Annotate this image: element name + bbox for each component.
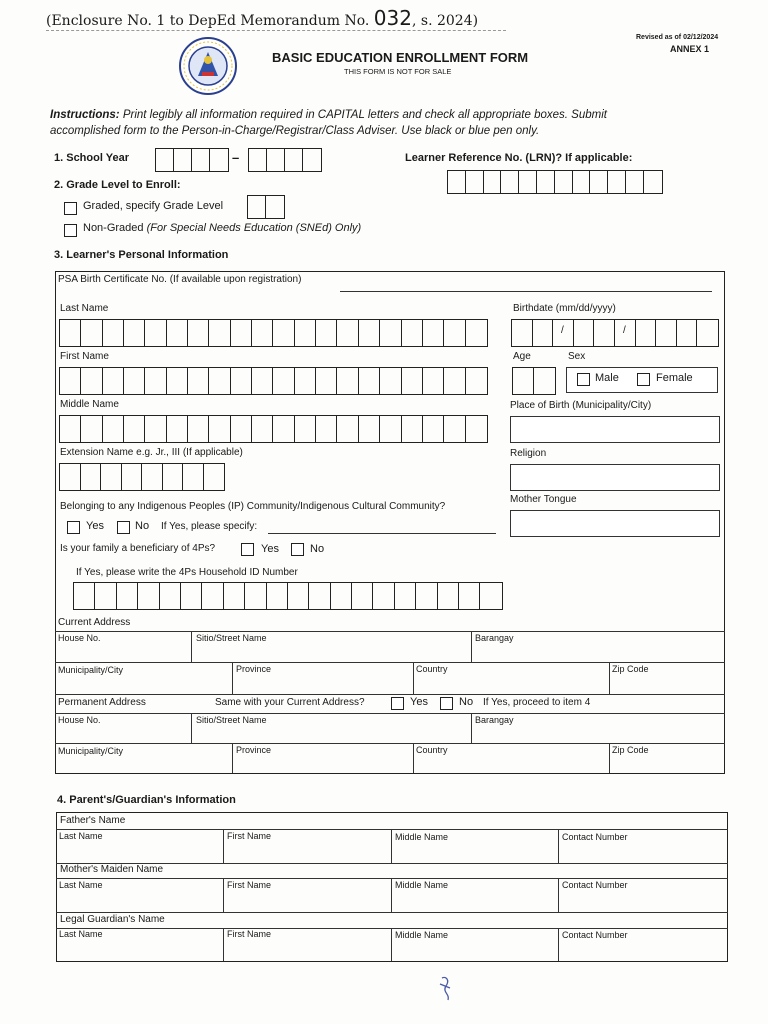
permanent-province-label: Province <box>236 745 272 755</box>
mother-name-label: Mother's Maiden Name <box>60 864 164 875</box>
proceed-note: If Yes, proceed to item 4 <box>483 697 591 708</box>
last-name-boxes[interactable] <box>59 319 488 347</box>
permanent-house-no-label: House No. <box>58 715 101 725</box>
permanent-barangay-label: Barangay <box>475 715 514 725</box>
graded-label: Graded, specify Grade Level <box>83 200 224 212</box>
current-address-divider-3 <box>232 662 233 694</box>
male-checkbox[interactable] <box>577 373 590 386</box>
birthdate-label: Birthdate (mm/dd/yyyy) <box>513 303 616 314</box>
last-name-label: Last Name <box>60 303 109 314</box>
middle-name-label: Middle Name <box>60 399 119 410</box>
graded-checkbox[interactable] <box>64 202 77 215</box>
ip-no-label: No <box>135 520 150 532</box>
mother-divider-1 <box>223 878 224 912</box>
same-address-question: Same with your Current Address? <box>215 697 365 708</box>
permanent-municipality-label: Municipality/City <box>58 746 124 756</box>
father-divider-2 <box>391 829 392 863</box>
fourps-yes-checkbox[interactable] <box>241 543 254 556</box>
fourps-no-label: No <box>310 543 325 555</box>
current-sitio-label: Sitio/Street Name <box>196 633 267 643</box>
permanent-address-top-line <box>55 713 725 714</box>
instructions-line1: Print legibly all information required in CAPITAL letters and check all appropriate boxes. Submit <box>122 109 607 121</box>
learner-info-heading: 3. Learner's Personal Information <box>54 249 229 261</box>
nongraded-label <box>83 222 361 234</box>
nongraded-text: Non-Graded <box>83 222 144 234</box>
initial-signature-mark <box>436 974 456 1002</box>
fourps-no-checkbox[interactable] <box>291 543 304 556</box>
mother-divider-3 <box>558 878 559 912</box>
same-address-yes-checkbox[interactable] <box>391 697 404 710</box>
guardian-contact-label: Contact Number <box>562 930 628 940</box>
father-middle-name-label: Middle Name <box>395 832 449 842</box>
current-address-top-line <box>55 631 725 632</box>
grade-level-label: 2. Grade Level to Enroll: <box>54 179 181 191</box>
ip-no-checkbox[interactable] <box>117 521 130 534</box>
extension-boxes[interactable] <box>59 463 225 491</box>
fourps-id-label: If Yes, please write the 4Ps Household ID Number <box>76 567 298 578</box>
permanent-address-mid-line <box>55 743 725 744</box>
permanent-address-divider-3 <box>232 743 233 773</box>
current-province-label: Province <box>236 664 272 674</box>
religion-label: Religion <box>510 448 547 459</box>
current-municipality-label: Municipality/City <box>58 665 124 675</box>
father-contact-label: Contact Number <box>562 832 628 842</box>
current-country-label: Country <box>416 664 448 674</box>
current-address-mid-line <box>55 662 725 663</box>
instructions <box>50 107 607 139</box>
father-name-label: Father's Name <box>60 815 126 826</box>
lrn-boxes[interactable] <box>447 170 663 194</box>
permanent-address-label: Permanent Address <box>58 697 146 708</box>
guardian-first-name-label: First Name <box>227 929 272 939</box>
father-first-name-label: First Name <box>227 831 272 841</box>
psa-label: PSA Birth Certificate No. (If available upon registration) <box>58 274 302 285</box>
ip-yes-label: Yes <box>86 520 104 532</box>
fourps-id-boxes[interactable] <box>73 582 503 610</box>
instructions-line2: accomplished form to the Person-in-Charge/Registrar/Class Adviser. Use black or blue pen only. <box>50 125 540 137</box>
guardian-row-line <box>56 928 728 929</box>
female-label: Female <box>656 372 693 384</box>
father-row-line <box>56 829 728 830</box>
mother-tongue-field[interactable] <box>510 510 720 537</box>
school-year-label: 1. School Year <box>54 152 130 164</box>
mother-tongue-label: Mother Tongue <box>510 494 577 505</box>
enclosure-note <box>46 6 478 30</box>
guardian-divider-3 <box>558 928 559 961</box>
ip-question: Belonging to any Indigenous Peoples (IP) Community/Indigenous Cultural Community? <box>60 501 446 512</box>
school-year-dash: – <box>232 150 240 165</box>
middle-name-boxes[interactable] <box>59 415 488 443</box>
religion-field[interactable] <box>510 464 720 491</box>
enclosure-suffix: , s. 2024) <box>411 13 479 29</box>
memo-number: 032 <box>373 6 412 30</box>
first-name-boxes[interactable] <box>59 367 488 395</box>
deped-seal-logo <box>176 36 240 96</box>
current-address-divider-4 <box>413 662 414 694</box>
current-house-no-label: House No. <box>58 633 101 643</box>
permanent-address-divider-2 <box>471 713 472 743</box>
enclosure-prefix: (Enclosure No. 1 to DepEd Memorandum No. <box>46 13 370 29</box>
school-year-end-boxes[interactable] <box>248 148 322 172</box>
mother-last-name-label: Last Name <box>59 880 103 890</box>
guardian-middle-name-label: Middle Name <box>395 930 449 940</box>
fourps-yes-label: Yes <box>261 543 279 555</box>
place-of-birth-label: Place of Birth (Municipality/City) <box>510 400 652 411</box>
permanent-sitio-label: Sitio/Street Name <box>196 715 267 725</box>
birthdate-slash-1: / <box>561 325 564 336</box>
current-address-bottom-line <box>55 694 725 695</box>
age-boxes[interactable] <box>512 367 556 395</box>
same-address-yes-label: Yes <box>410 696 428 708</box>
ip-specify-label: If Yes, please specify: <box>161 521 258 532</box>
ip-yes-checkbox[interactable] <box>67 521 80 534</box>
permanent-zip-label: Zip Code <box>612 745 649 755</box>
fourps-question: Is your family a beneficiary of 4Ps? <box>60 543 216 554</box>
guardian-last-name-label: Last Name <box>59 929 103 939</box>
permanent-address-divider-5 <box>609 743 610 773</box>
guardian-divider-2 <box>391 928 392 961</box>
father-divider-3 <box>558 829 559 863</box>
current-barangay-label: Barangay <box>475 633 514 643</box>
grade-level-boxes[interactable] <box>247 195 285 219</box>
ip-specify-line[interactable] <box>268 533 496 534</box>
annex-label: ANNEX 1 <box>670 44 710 54</box>
instructions-label: Instructions: <box>50 109 120 121</box>
permanent-country-label: Country <box>416 745 448 755</box>
lrn-label: Learner Reference No. (LRN)? If applicable: <box>405 152 633 164</box>
female-checkbox[interactable] <box>637 373 650 386</box>
nongraded-checkbox[interactable] <box>64 224 77 237</box>
guardian-divider-1 <box>223 928 224 961</box>
birthdate-slash-2: / <box>623 325 626 336</box>
first-name-label: First Name <box>60 351 109 362</box>
guardian-name-label: Legal Guardian's Name <box>60 914 165 925</box>
current-address-divider-2 <box>471 631 472 662</box>
school-year-start-boxes[interactable] <box>155 148 229 172</box>
permanent-address-divider-4 <box>413 743 414 773</box>
father-divider-1 <box>223 829 224 863</box>
same-address-no-checkbox[interactable] <box>440 697 453 710</box>
male-label: Male <box>595 372 619 384</box>
revised-date: Revised as of 02/12/2024 <box>636 34 719 41</box>
current-address-divider-1 <box>191 631 192 662</box>
same-address-no-label: No <box>459 696 474 708</box>
extension-label: Extension Name e.g. Jr., III (If applicable) <box>60 447 243 458</box>
sex-label: Sex <box>568 351 586 362</box>
mother-first-name-label: First Name <box>227 880 272 890</box>
permanent-address-divider-1 <box>191 713 192 743</box>
psa-input-line[interactable] <box>340 291 712 292</box>
mother-divider-2 <box>391 878 392 912</box>
current-zip-label: Zip Code <box>612 664 649 674</box>
birthdate-boxes[interactable] <box>511 319 719 347</box>
mother-bottom-line <box>56 912 728 913</box>
age-label: Age <box>513 351 531 362</box>
form-title: BASIC EDUCATION ENROLLMENT FORM <box>272 50 529 65</box>
mother-middle-name-label: Middle Name <box>395 880 449 890</box>
parent-info-heading: 4. Parent's/Guardian's Information <box>57 794 236 806</box>
header-dashes <box>46 30 506 31</box>
current-address-label: Current Address <box>58 617 131 628</box>
nongraded-note: (For Special Needs Education (SNEd) Only) <box>146 222 362 234</box>
father-last-name-label: Last Name <box>59 831 103 841</box>
form-subtitle: THIS FORM IS NOT FOR SALE <box>344 67 452 76</box>
mother-contact-label: Contact Number <box>562 880 628 890</box>
mother-row-line <box>56 878 728 879</box>
current-address-divider-5 <box>609 662 610 694</box>
place-of-birth-field[interactable] <box>510 416 720 443</box>
